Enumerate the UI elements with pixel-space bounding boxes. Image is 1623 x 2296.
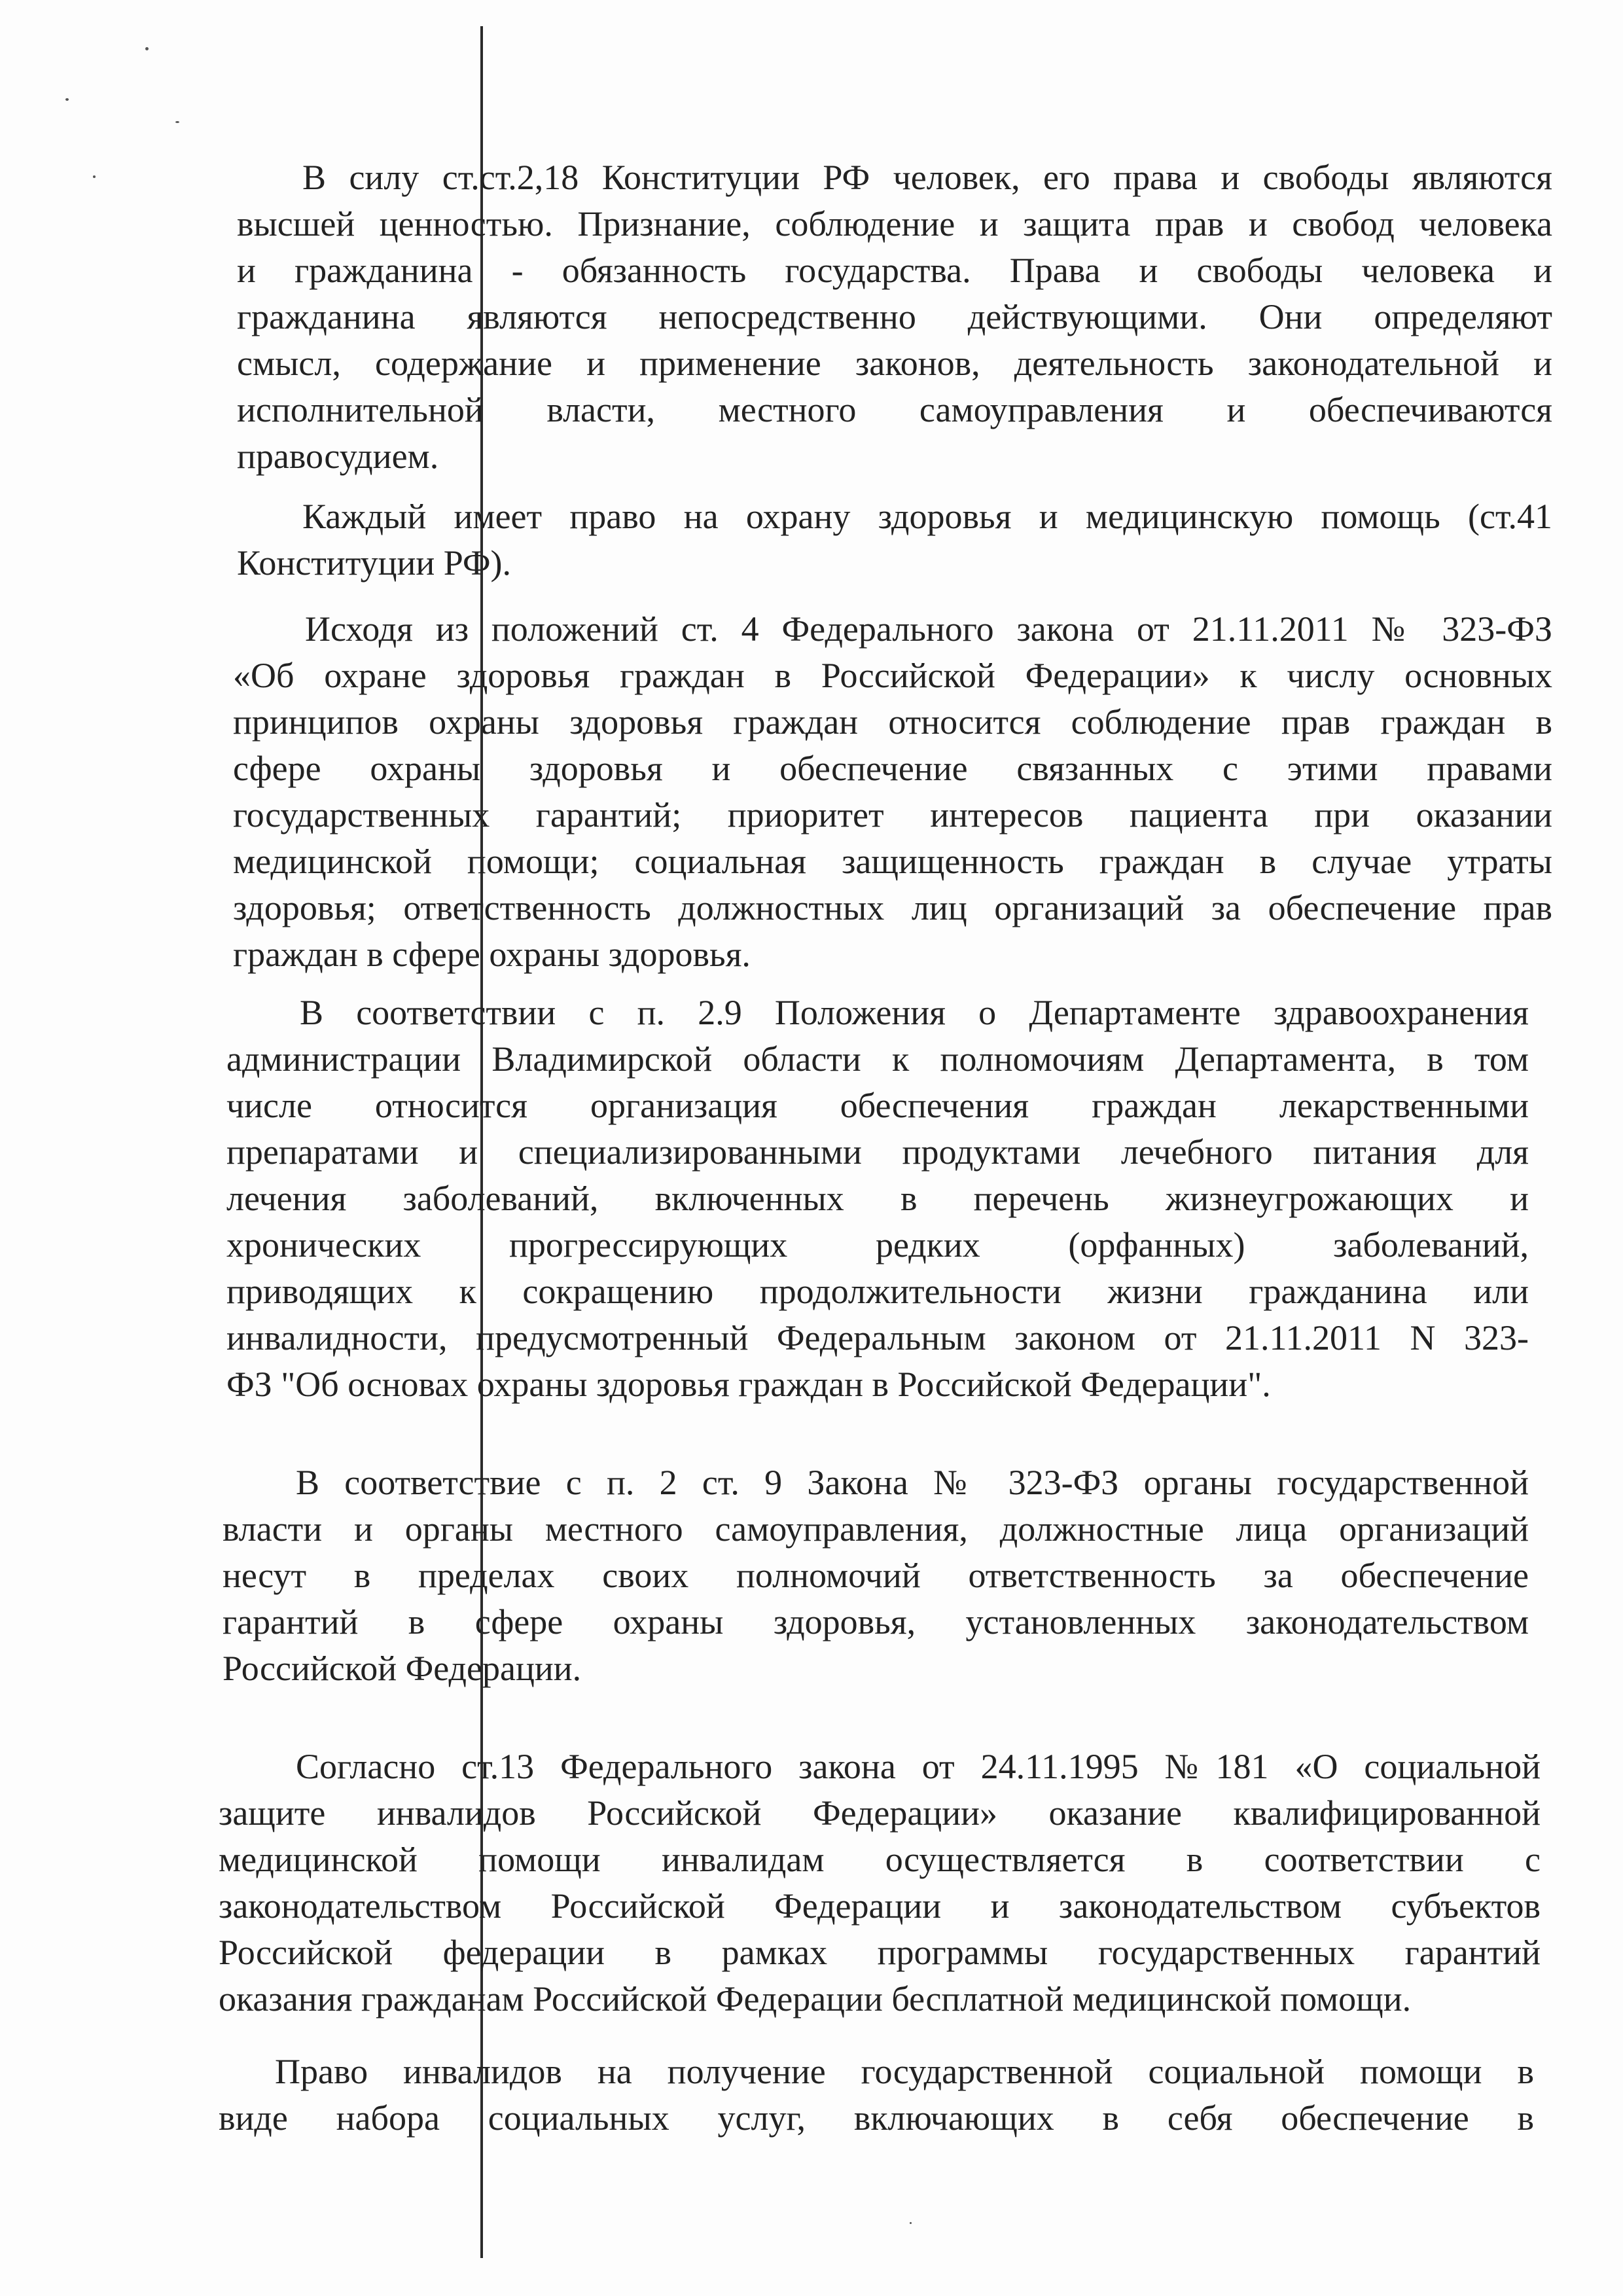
paragraph-constitution-rights bbox=[237, 154, 1552, 480]
text-line: приводящих к сокращению продолжительности жизни гражданина или bbox=[226, 1272, 1529, 1311]
text-line: В соответствие с п. 2 ст. 9 Закона № 323-ФЗ органы государственной bbox=[296, 1463, 1529, 1502]
text-line: Каждый имеет право на охрану здоровья и медицинскую помощь (ст.41 bbox=[302, 497, 1552, 536]
scan-speck bbox=[910, 2222, 912, 2224]
paragraph-disabled-persons-law-181 bbox=[219, 1744, 1541, 2022]
text-line: Российской федерации в рамках программы государственных гарантий bbox=[219, 1933, 1541, 1972]
text-line: сфере охраны здоровья и обеспечение связанных с этими правами bbox=[233, 749, 1552, 788]
text-line: виде набора социальных услуг, включающих в себя обеспечение в bbox=[219, 2098, 1534, 2138]
text-line: здоровья; ответственность должностных лиц организаций за обеспечение прав bbox=[233, 888, 1552, 927]
text-line: Исходя из положений ст. 4 Федерального закона от 21.11.2011 № 323-ФЗ bbox=[305, 609, 1552, 649]
scan-speck bbox=[145, 47, 149, 50]
text-line: Конституции РФ). bbox=[237, 543, 512, 583]
text-line: и гражданина - обязанность государства. Права и свободы человека и bbox=[237, 251, 1552, 290]
text-line: гарантий в сфере охраны здоровья, установленных законодательством bbox=[223, 1602, 1529, 1641]
text-line: ФЗ "Об основах охраны здоровья граждан в Российской Федерации". bbox=[226, 1365, 1271, 1404]
text-line: государственных гарантий; приоритет интересов пациента при оказании bbox=[233, 795, 1552, 834]
text-line: исполнительной власти, местного самоуправления и обеспечиваются bbox=[237, 390, 1552, 429]
text-line: законодательством Российской Федерации и законодательством субъектов bbox=[219, 1886, 1541, 1926]
text-line: несут в пределах своих полномочий ответственность за обеспечение bbox=[223, 1556, 1529, 1595]
text-line: администрации Владимирской области к полномочиям Департамента, в том bbox=[226, 1039, 1529, 1079]
text-line: лечения заболеваний, включенных в перечень жизнеугрожающих и bbox=[226, 1179, 1529, 1218]
text-line: числе относится организация обеспечения граждан лекарственными bbox=[226, 1086, 1529, 1125]
text-line: власти и органы местного самоуправления, должностные лица организаций bbox=[223, 1509, 1529, 1549]
text-line: смысл, содержание и применение законов, деятельность законодательной и bbox=[237, 344, 1552, 383]
text-line: хронических прогрессирующих редких (орфанных) заболеваний, bbox=[226, 1225, 1529, 1265]
paragraph-article-9-responsibility bbox=[223, 1460, 1529, 1692]
text-line: В соответствии с п. 2.9 Положения о Департаменте здравоохранения bbox=[300, 993, 1529, 1032]
text-line: препаратами и специализированными продуктами лечебного питания для bbox=[226, 1132, 1529, 1172]
text-line: высшей ценностью. Признание, соблюдение и защита прав и свобод человека bbox=[237, 204, 1552, 243]
text-line: Российской Федерации. bbox=[223, 1649, 582, 1688]
paragraph-health-protection-right bbox=[237, 493, 1552, 586]
scan-speck bbox=[65, 98, 69, 101]
text-line: граждан в сфере охраны здоровья. bbox=[233, 935, 751, 974]
text-line: медицинской помощи инвалидам осуществляется в соответствии с bbox=[219, 1840, 1541, 1879]
text-line: «Об охране здоровья граждан в Российской Федерации» к числу основных bbox=[233, 656, 1552, 695]
paragraph-federal-law-323 bbox=[233, 606, 1552, 978]
scan-speck bbox=[93, 175, 96, 178]
text-line: защите инвалидов Российской Федерации» оказание квалифицированной bbox=[219, 1793, 1541, 1833]
text-line: Согласно ст.13 Федерального закона от 24.11.1995 №181 «О социальной bbox=[296, 1747, 1541, 1786]
text-line: медицинской помощи; социальная защищенность граждан в случае утраты bbox=[233, 842, 1552, 881]
scan-speck bbox=[175, 121, 179, 123]
text-line: Право инвалидов на получение государственной социальной помощи в bbox=[275, 2052, 1534, 2091]
text-line: В силу ст.ст.2,18 Конституции РФ человек, его права и свободы являются bbox=[302, 158, 1552, 197]
text-line: принципов охраны здоровья граждан относится соблюдение прав граждан в bbox=[233, 702, 1552, 742]
paragraph-social-assistance-right bbox=[219, 2049, 1534, 2142]
text-line: правосудием. bbox=[237, 437, 439, 476]
text-line: оказания гражданам Российской Федерации бесплатной медицинской помощи. bbox=[219, 1979, 1412, 2018]
text-line: гражданина являются непосредственно действующими. Они определяют bbox=[237, 297, 1552, 336]
paragraph-department-regulation bbox=[226, 990, 1529, 1408]
text-line: инвалидности, предусмотренный Федеральным законом от 21.11.2011 N 323- bbox=[226, 1318, 1529, 1357]
